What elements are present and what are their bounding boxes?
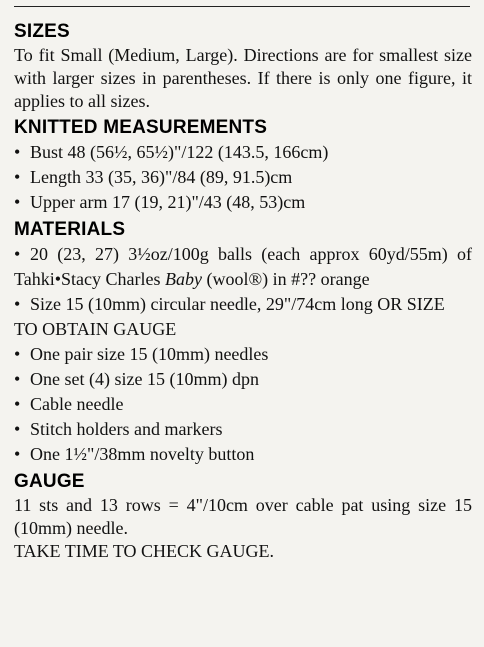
sizes-text: To fit Small (Medium, Large). Directions are for smallest size with larger sizes in parentheses. If there is only one figure, it applies to all sizes. (14, 45, 472, 111)
bullet-icon: • (14, 294, 21, 314)
bullet-icon: • (14, 369, 21, 389)
yarn-name: Baby (165, 269, 202, 289)
knitted-measurements-section (14, 116, 472, 215)
list-item: • 20 (23, 27) 3½oz/100g balls (each approx 60yd/55m) of Tahki•Stacy Charles Baby (wool®) in #?? orange (14, 244, 472, 289)
list-item: • Upper arm 17 (19, 21)"/43 (48, 53)cm (14, 190, 472, 215)
gauge-check-text: TAKE TIME TO CHECK GAUGE. (14, 541, 275, 561)
gauge-text: 11 sts and 13 rows = 4"/10cm over cable pat using size 15 (10mm) needle. (14, 495, 472, 538)
yarn-text: 20 (23, 27) 3½oz/100g balls (each approx 60yd/55m) of Tahki•Stacy Charles (14, 244, 472, 289)
list-item: • Cable needle (14, 392, 472, 417)
bullet-icon: • (14, 244, 21, 264)
bullet-icon: • (14, 419, 21, 439)
measurements-list (14, 140, 472, 215)
list-item: • Stitch holders and markers (14, 417, 472, 442)
top-rule (14, 6, 470, 7)
gauge-section (14, 470, 472, 563)
bullet-icon: • (14, 192, 21, 212)
materials-section (14, 218, 472, 467)
list-item: • Length 33 (35, 36)"/84 (89, 91.5)cm (14, 165, 472, 190)
list-item: • One set (4) size 15 (10mm) dpn (14, 367, 472, 392)
materials-heading: MATERIALS (14, 219, 126, 240)
materials-list (14, 242, 472, 467)
bullet-icon: • (14, 167, 21, 187)
knitted-measurements-heading: KNITTED MEASUREMENTS (14, 117, 268, 138)
list-item: • One 1½"/38mm novelty button (14, 442, 472, 467)
bullet-icon: • (14, 142, 21, 162)
sizes-heading: SIZES (14, 21, 70, 42)
list-item: • Size 15 (10mm) circular needle, 29"/74cm long OR SIZE TO OBTAIN GAUGE (14, 294, 445, 339)
bullet-icon: • (14, 394, 21, 414)
list-item: • Bust 48 (56½, 65½)"/122 (143.5, 166cm) (14, 140, 472, 165)
list-item: • One pair size 15 (10mm) needles (14, 342, 472, 367)
bullet-icon: • (14, 344, 21, 364)
gauge-heading: GAUGE (14, 471, 85, 492)
pattern-page (14, 20, 472, 566)
sizes-section (14, 20, 472, 113)
bullet-icon: • (14, 444, 21, 464)
